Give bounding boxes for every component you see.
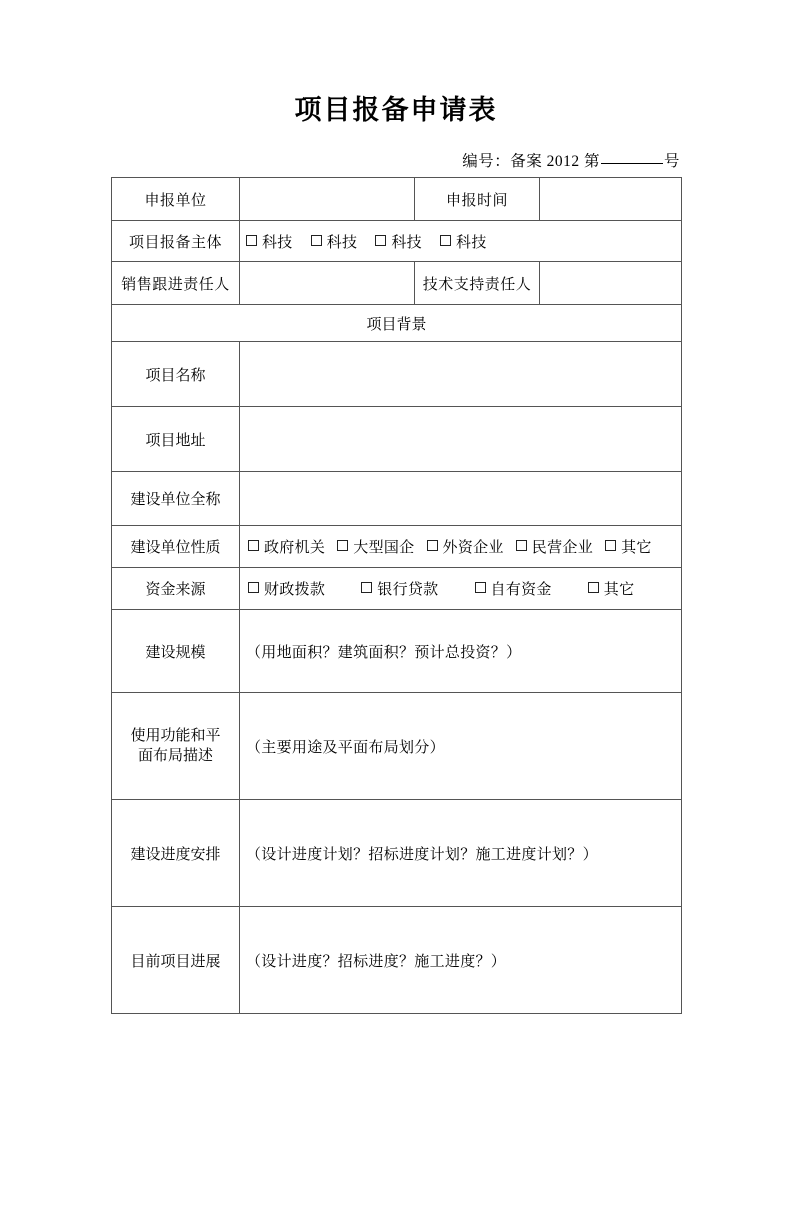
unit-nature-option-1[interactable]: [248, 536, 325, 557]
table-row: [112, 407, 682, 472]
checkbox-icon[interactable]: [605, 540, 616, 551]
progress-label: 目前项目进展: [112, 907, 240, 1014]
construction-unit-label: 建设单位全称: [112, 472, 240, 526]
report-subject-options: [240, 221, 682, 262]
unit-nature-option-5[interactable]: [605, 536, 652, 557]
unit-nature-option-3[interactable]: [427, 536, 504, 557]
option-label: 大型国企: [353, 540, 415, 556]
table-row: [112, 472, 682, 526]
checkbox-icon[interactable]: [588, 582, 599, 593]
option-label: 科技: [456, 234, 487, 251]
form-code-suffix: 号: [663, 153, 680, 170]
function-label-line2: 面布局描述: [137, 748, 213, 764]
sales-owner-label: 销售跟进责任人: [112, 262, 240, 305]
table-row: [112, 305, 682, 342]
checkbox-icon[interactable]: [337, 540, 348, 551]
funding-source-option-4[interactable]: [588, 578, 635, 599]
applicant-unit-label: 申报单位: [112, 178, 240, 221]
form-code-prefix: 编号：备案 2012 第: [462, 153, 600, 170]
funding-source-options: [240, 568, 682, 610]
table-row: [112, 568, 682, 610]
table-row: [112, 178, 682, 221]
report-subject-option-1[interactable]: [246, 231, 293, 252]
scale-label: 建设规模: [112, 610, 240, 693]
table-row: [112, 693, 682, 800]
report-subject-option-3[interactable]: [375, 231, 422, 252]
apply-time-label: 申报时间: [415, 178, 540, 221]
funding-source-option-1[interactable]: [248, 578, 325, 599]
checkbox-icon[interactable]: [248, 582, 259, 593]
tech-owner-label: 技术支持责任人: [415, 262, 540, 305]
funding-source-label: 资金来源: [112, 568, 240, 610]
form-code-line: [0, 149, 792, 171]
project-name-label: 项目名称: [112, 342, 240, 407]
option-label: 财政拨款: [264, 582, 326, 598]
project-address-label: 项目地址: [112, 407, 240, 472]
report-subject-option-4[interactable]: [440, 231, 487, 252]
checkbox-icon[interactable]: [248, 540, 259, 551]
table-row: [112, 610, 682, 693]
progress-input[interactable]: [240, 907, 682, 1014]
table-row: [112, 221, 682, 262]
sales-owner-value[interactable]: [240, 262, 415, 305]
scale-input[interactable]: [240, 610, 682, 693]
option-label: 政府机关: [264, 540, 326, 556]
checkbox-icon[interactable]: [475, 582, 486, 593]
applicant-unit-value[interactable]: [240, 178, 415, 221]
schedule-input[interactable]: [240, 800, 682, 907]
function-hint: （主要用途及平面布局划分）: [246, 739, 445, 756]
project-name-value[interactable]: [240, 342, 682, 407]
checkbox-icon[interactable]: [311, 235, 322, 246]
project-address-value[interactable]: [240, 407, 682, 472]
table-row: [112, 262, 682, 305]
tech-owner-value[interactable]: [540, 262, 682, 305]
checkbox-icon[interactable]: [516, 540, 527, 551]
table-row: [112, 342, 682, 407]
schedule-label: 建设进度安排: [112, 800, 240, 907]
unit-nature-option-4[interactable]: [516, 536, 593, 557]
function-label: [112, 693, 240, 800]
table-row: [112, 907, 682, 1014]
option-label: 外资企业: [442, 540, 504, 556]
progress-hint: （设计进度？招标进度？施工进度？）: [246, 953, 507, 970]
unit-nature-label: 建设单位性质: [112, 526, 240, 568]
option-label: 科技: [326, 234, 358, 251]
document-page: [0, 88, 792, 1208]
report-subject-option-2[interactable]: [311, 231, 358, 252]
page-title: 项目报备申请表: [294, 95, 498, 125]
option-label: 自有资金: [490, 582, 552, 598]
option-label: 银行贷款: [377, 582, 439, 598]
schedule-hint: （设计进度计划？招标进度计划？施工进度计划？）: [246, 846, 598, 863]
option-label: 其它: [603, 582, 635, 598]
funding-source-option-3[interactable]: [475, 578, 552, 599]
form-code-blank[interactable]: [601, 162, 663, 164]
report-subject-label: 项目报备主体: [112, 221, 240, 262]
option-label: 民营企业: [531, 540, 593, 556]
checkbox-icon[interactable]: [246, 235, 257, 246]
unit-nature-options: [240, 526, 682, 568]
checkbox-icon[interactable]: [427, 540, 438, 551]
checkbox-icon[interactable]: [375, 235, 386, 246]
function-label-line1: 使用功能和平: [130, 727, 221, 744]
checkbox-icon[interactable]: [440, 235, 451, 246]
funding-source-option-2[interactable]: [361, 578, 438, 599]
table-row: [112, 526, 682, 568]
section-title-project-background: 项目背景: [112, 305, 682, 342]
option-label: 科技: [262, 234, 293, 251]
table-row: [112, 800, 682, 907]
scale-hint: （用地面积？建筑面积？预计总投资？）: [246, 644, 522, 661]
function-input[interactable]: [240, 693, 682, 800]
construction-unit-value[interactable]: [240, 472, 682, 526]
option-label: 科技: [391, 234, 422, 251]
apply-time-value[interactable]: [540, 178, 682, 221]
checkbox-icon[interactable]: [361, 582, 372, 593]
application-form-table: [111, 177, 682, 1014]
unit-nature-option-2[interactable]: [337, 536, 414, 557]
option-label: 其它: [621, 540, 652, 556]
